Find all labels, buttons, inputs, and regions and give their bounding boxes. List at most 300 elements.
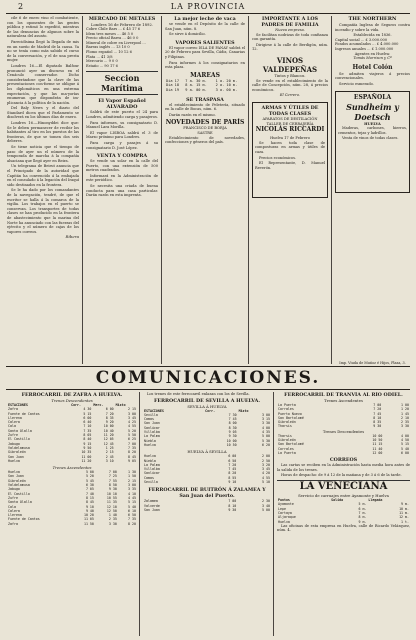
- table-cell: 3 00: [262, 412, 270, 417]
- table-cell: San Juan: [144, 507, 160, 512]
- section-rule: [6, 366, 410, 367]
- notice-line: se vende en el Depósito de la calle de San Juan, núm. 8.: [165, 22, 245, 31]
- table-cell: 1 00: [401, 403, 409, 407]
- table-cell: 6 00: [228, 454, 237, 459]
- table-cell: 10 35: [81, 450, 92, 455]
- table-header-cell: Corr.: [71, 403, 82, 407]
- table-cell: 3 35: [128, 487, 136, 492]
- table-cell: 9 10: [228, 480, 237, 485]
- table-cell: 11 20: [81, 458, 92, 463]
- timetable: [7, 403, 137, 463]
- table-cell: Jabugo: [8, 441, 20, 446]
- table-cell: 6 m.: [358, 506, 367, 511]
- news-paragraph: Londres 16.—Hinonyddei dice que: Se le deben permanecer de recibir los habitantes al tiro en los puestos de las fronteras, de que se tomen dos seis deberes.: [7, 121, 79, 144]
- table-cell: 5 00: [85, 470, 94, 475]
- table-cell: 4 50: [401, 438, 409, 443]
- table-cell: 9 30: [228, 507, 237, 512]
- table-cell: 7 45: [228, 467, 237, 472]
- table-cell: 11 50: [83, 521, 94, 526]
- table-header-cell: Merc.: [93, 403, 104, 407]
- table-cell: 7 35: [83, 428, 92, 433]
- table-cell: 4 55: [262, 475, 270, 480]
- table-cell: La Palma: [144, 434, 160, 439]
- table-cell: Puerto Nuevo: [278, 411, 302, 416]
- table-cell: 5 00: [262, 507, 270, 512]
- column-divider: [248, 16, 249, 364]
- table-cell: San Juan: [144, 421, 160, 426]
- notice-line: el establecimiento de Peletería, situado en la calle de Bocas, núm. 6.: [165, 102, 245, 112]
- table-header-cell: Salida: [331, 498, 344, 503]
- table-cell: Villalba: [144, 430, 160, 435]
- table-row: [7, 459, 137, 463]
- table-cell: Dia 18: [166, 83, 179, 88]
- table-cell: 4 10: [128, 491, 136, 496]
- table-cell: 6 10: [128, 508, 136, 513]
- table-cell: 4 55: [128, 424, 136, 429]
- table-cell: 9 15: [83, 441, 92, 446]
- ad-line: Ingresos anuales ... £ 1.000.000: [335, 46, 394, 51]
- ad-box: [335, 91, 410, 193]
- table-cell: 2 45: [105, 454, 114, 459]
- table-cell: 1 t.: [401, 519, 409, 524]
- table-cell: La Puerta: [278, 450, 296, 455]
- table-cell: 8 35: [373, 420, 382, 425]
- notice-line: FRANCISCO DE BORJA: [183, 126, 227, 131]
- notice-line: SASTRE: [197, 130, 213, 135]
- table-cell: 8 10: [228, 503, 237, 508]
- notice-title: VAPORES SALIENTES: [175, 39, 235, 46]
- table-cell: 5 15: [128, 500, 136, 505]
- table-cell: 10 55: [106, 495, 117, 500]
- railway-note: Los trenes de este ferrocarril enlazan con los de Sevilla.: [147, 392, 250, 396]
- table-cell: 6 25: [128, 437, 136, 442]
- table-cell: 6 50: [228, 458, 237, 463]
- table-cell: 6 50: [128, 513, 136, 518]
- veneciana-note: Las oficinas de esta empresa en Huelva, calle de Ricardo Velázquez, núm. 4.: [277, 523, 410, 533]
- table-cell: Zafra: [8, 407, 18, 412]
- ad-title: ARMAS Y ÚTILES DE TODAS CLASES: [261, 104, 319, 117]
- table-cell: 8 m.: [358, 515, 367, 520]
- sale-line: Informará en la Administración de este periódico.: [86, 173, 158, 183]
- table-cell: 5 00: [262, 434, 270, 439]
- table-cell: 7 30: [228, 412, 237, 417]
- table-cell: Huelva: [8, 458, 20, 463]
- table-cell: Sevilla: [144, 412, 158, 417]
- table-cell: El Castillo: [8, 437, 30, 442]
- table-cell: 7 10: [83, 424, 92, 429]
- table-row: [143, 443, 271, 447]
- table-cell: Niebla: [144, 458, 156, 463]
- ad-line: TALLER DE CERRAJERÍA: [266, 121, 314, 126]
- table-cell: 10 00: [103, 424, 114, 429]
- table-cell: 9 a. 00 m.: [185, 87, 207, 92]
- table-cell: 9 40: [85, 508, 94, 513]
- market-line: Mineral de cobre en Liverpool ...: [86, 40, 146, 45]
- notice-title: La mejor leche de vaca: [174, 16, 236, 22]
- table-cell: 11 00: [81, 454, 92, 459]
- railway-title: FERROCARRIL DE TRANVÍA AL RÍO ODIEL.: [284, 392, 403, 398]
- railway-sevilla: [143, 392, 271, 636]
- table-cell: 8 50: [108, 483, 117, 488]
- table-cell: San Juan: [8, 474, 24, 479]
- table-cell: 9 30: [373, 424, 382, 429]
- table-cell: 5 10: [262, 480, 270, 485]
- table-cell: 2 10: [401, 415, 409, 420]
- table-cell: Lepe: [278, 506, 286, 511]
- table-cell: Santa Olalla: [8, 500, 32, 505]
- table-cell: 5 15: [83, 411, 92, 416]
- tides-table: [165, 79, 245, 93]
- table-cell: Huelva: [144, 442, 156, 447]
- market-line: Barras inglés ... 13 10 0: [86, 45, 130, 50]
- table-cell: 10 20: [83, 513, 94, 518]
- table-cell: 11 m.: [399, 510, 409, 515]
- table-cell: Gibraleón: [278, 420, 296, 425]
- ad-line: Agentes en Huelva:: [354, 51, 391, 56]
- table-cell: 8 00: [228, 421, 237, 426]
- table-cell: Zalamea: [144, 499, 158, 504]
- market-line: Cobre Chile Bars ... £ 45 17 6: [86, 27, 141, 31]
- ad-line: Servicio esmerado.: [339, 81, 374, 86]
- column-notices: [165, 16, 245, 362]
- table-cell: 5 40: [128, 504, 136, 509]
- table-cell: 9 10: [85, 504, 94, 509]
- table-cell: 2 50: [262, 458, 270, 463]
- table-cell: Corrales: [278, 407, 294, 412]
- ad-line: Precios económicos.: [259, 155, 297, 160]
- table-cell: 7 00: [228, 499, 237, 504]
- table-cell: 5 15: [401, 442, 409, 447]
- timetable: [277, 403, 410, 429]
- header-rule: [6, 13, 410, 14]
- ad-line: Dirigirse á la calle de Berdigón, núm. 12.: [252, 42, 328, 52]
- table-cell: 4 30: [83, 407, 92, 412]
- table-cell: 12 m.: [399, 515, 409, 520]
- table-cell: 5 50: [128, 433, 136, 438]
- table-cell: 3 10: [105, 458, 114, 463]
- sale-line: Se necesita una criada de buena conducta para una casa particular. Darán razón en esta imprenta.: [86, 184, 158, 198]
- table-cell: 3 00: [128, 411, 136, 416]
- market-line: Idem tres meses ... 46 5 0: [86, 31, 134, 36]
- table-cell: 7 a. 30 m.: [185, 78, 207, 83]
- table-cell: Fuente de Cantos: [8, 411, 40, 416]
- table-cell: 2 35: [401, 420, 409, 425]
- table-cell: La Puerta: [278, 403, 296, 407]
- table-cell: 1 30: [128, 470, 136, 475]
- table-cell: 7 45: [228, 417, 237, 422]
- ad-title: Hotel Colón: [352, 63, 393, 71]
- table-cell: San Juan: [8, 454, 24, 459]
- ad-box: [252, 102, 328, 198]
- ad-line: Fondos acumulados ... £ 4.000.000: [335, 42, 399, 47]
- ad-line: APARATOS DE DESTILACIÓN: [262, 116, 318, 121]
- table-cell: 7 20: [228, 462, 237, 467]
- table-cell: 6 00: [401, 450, 409, 455]
- table-cell: Zafra: [8, 521, 18, 526]
- table-cell: 8 20: [228, 471, 237, 476]
- table-cell: 8 10: [373, 415, 382, 420]
- railway-note: Las cartas se reciben en la Administración hasta media hora antes de la salida de los trenes.: [277, 463, 410, 472]
- table-cell: Valverde: [144, 503, 160, 508]
- table-header-cell: ESTACIONES: [8, 403, 28, 407]
- table-row: [143, 508, 271, 512]
- printer-credit: Imp. Viuda de Muñoz é Hijos, Plaza, 3.: [339, 361, 406, 366]
- market-line: Estaño ... 90 17 6: [86, 63, 118, 68]
- table-row: [165, 88, 245, 93]
- railway-subtitle: HUELVA Á SEVILLA: [187, 449, 227, 455]
- table-cell: 4 35: [262, 430, 270, 435]
- ad-line: Tintos y Blancos.: [274, 73, 306, 78]
- table-cell: Sevilla: [144, 480, 158, 485]
- table-cell: Sanlúcar: [144, 471, 160, 476]
- table-cell: 10 m.: [399, 506, 409, 511]
- maritime-line: Para carga y pasajes á su consignatario D. José López.: [86, 140, 158, 150]
- ad-line: Se admiten viajeros á precios convencionales.: [335, 71, 410, 81]
- table-cell: 1 a. 20 m.: [215, 78, 238, 83]
- market-line: Plomo español ... 10 12 6: [86, 49, 132, 54]
- table-cell: Llerena: [8, 415, 22, 420]
- notice-line: El vapor correo ISLA DE PANAY saldrá el 20 de Febrero para Sevilla, Cádiz, Canarias y Filipinas.: [165, 45, 245, 59]
- table-cell: 1 40: [108, 513, 117, 518]
- table-cell: 6 20: [262, 442, 270, 447]
- table-row: [277, 451, 410, 455]
- market-line: Precio oficial Barra ... 46 0 0: [86, 36, 139, 41]
- table-cell: 10 50: [372, 438, 383, 443]
- table-cell: 3 30: [401, 424, 409, 429]
- table-cell: 4 00: [401, 433, 409, 438]
- table-cell: Dia 17: [166, 78, 179, 83]
- railway-note: Horas de despacho: de 9 á 12 de la mañana y de 3 á 6 de la tarde.: [281, 473, 402, 478]
- table-cell: 12 00: [372, 450, 383, 455]
- ad-line: NICOLÁS RICCARDI: [255, 126, 325, 134]
- table-cell: 5 20: [128, 428, 136, 433]
- veneciana-title: LA VENECIANA: [299, 481, 388, 493]
- table-cell: 10 00: [226, 438, 237, 443]
- table-cell: Huelva: [8, 470, 20, 475]
- table-cell: Calera: [8, 420, 20, 425]
- table-cell: Gibraleón: [8, 478, 26, 483]
- table-row: [7, 522, 137, 526]
- table-cell: 6 00: [83, 415, 92, 420]
- column-divider: [273, 392, 274, 636]
- market-line: Plata ... 41 3/8: [86, 54, 113, 59]
- table-cell: 2 15: [105, 450, 114, 455]
- timetable: [143, 409, 271, 448]
- table-cell: 3 40: [262, 503, 270, 508]
- table-cell: 3 15: [262, 417, 270, 422]
- sale-line: Se vende un solar en la calle del Puerto, con una extensión de 500 metros cuadrados.: [86, 159, 158, 173]
- table-header-cell: Mixto: [238, 408, 249, 413]
- table-cell: Corrales: [278, 446, 294, 451]
- maritime-title: Seccion Marítima: [101, 73, 143, 94]
- table-cell: Tharsis: [278, 433, 292, 438]
- table-header-cell: Puntos: [278, 498, 290, 503]
- table-cell: 7 45: [373, 411, 382, 416]
- maritime-line: Para informes, su consignatario D. Manuel Lara Morilla.: [86, 120, 158, 130]
- table-header-cell: ESTACIONES: [144, 408, 164, 413]
- notice-line: Para informes á los consignatarios en esta plaza.: [165, 60, 245, 70]
- ad-title: ESPAÑOLA: [353, 93, 392, 101]
- table-cell: 4 00: [262, 425, 270, 430]
- table-cell: 3 00: [128, 483, 136, 488]
- timetable: [7, 470, 137, 526]
- ad-title: Huelva 17 de Febrero: [270, 136, 310, 141]
- ad-line: HUELVA: [364, 121, 381, 126]
- table-cell: 7 m.: [358, 510, 367, 515]
- ad-line: Maderas, carbones, hierros, cementos, tejas y ladrillos.: [338, 126, 407, 135]
- market-subtitle: Londres 16 de Febrero de 1892.: [90, 22, 154, 27]
- table-cell: Santa Olalla: [8, 428, 32, 433]
- sale-title: VENTA Y COMPRA: [96, 153, 148, 160]
- timetable: [277, 434, 410, 455]
- table-cell: 7 25: [108, 474, 117, 479]
- column-divider: [139, 392, 140, 636]
- ad-line: Tomás Morrison y Cª: [353, 56, 392, 61]
- news-paragraph: Se le ha dado por los comandantes de la navegación, tendré, de que el escritor se halla á la comarca de la vigilia. Los trabajos en el puerto se conservan. Los transportes de todas clases se han producido en la frontera de abastecimiento que la marina del Norte ha anunciado con las fuerzas del ejército y el número de cajas de los vapores correos.: [7, 188, 79, 234]
- table-cell: 11 05: [83, 517, 94, 522]
- table-cell: Gibraleón: [8, 450, 26, 455]
- table-cell: 7 35: [128, 445, 136, 450]
- table-row: [143, 480, 271, 484]
- table-cell: 5 40: [401, 446, 409, 451]
- notice-title: SE TRASPASA: [186, 96, 224, 103]
- table-cell: 7 20: [373, 407, 382, 412]
- table-cell: 7 20: [105, 411, 114, 416]
- table-cell: Aljaraque: [278, 515, 296, 520]
- table-cell: Valdelamusa: [8, 483, 30, 488]
- table-cell: San Bartolomé: [278, 415, 304, 420]
- ad-title: THE NORTHERN: [348, 16, 397, 22]
- ad-line: Venta de vinos de todas clases.: [342, 136, 399, 141]
- ad-line: Establecida en 1836.: [353, 33, 392, 38]
- notice-line: Darán razón en el mismo.: [169, 112, 216, 117]
- market-title: MERCADO DE METALES: [88, 16, 156, 22]
- table-cell: Zufre: [8, 433, 18, 438]
- table-cell: 11 35: [106, 500, 117, 505]
- timetable: [143, 454, 271, 484]
- table-cell: 7 35: [128, 517, 136, 522]
- column-news: [7, 16, 79, 362]
- railway-subtitle: SEVILLA Á HUELVA: [187, 403, 227, 409]
- table-cell: 2 30: [262, 499, 270, 504]
- table-cell: 7 00: [108, 470, 117, 475]
- maritime-line: El vapor LISBOA saldrá el 3 de Marzo próximo para Londres.: [86, 130, 158, 140]
- newspaper-title: LA PROVINCIA: [170, 2, 246, 11]
- table-cell: Sanlúcar: [144, 425, 160, 430]
- table-header-cell: Llegada: [368, 498, 383, 503]
- table-cell: 9 m.: [358, 519, 367, 524]
- page-number: 2: [18, 2, 24, 11]
- railway-subtitle: Trenes Ascendentes: [52, 465, 92, 471]
- news-paragraph: Un telegrama de Beirut anuncia que el Principado de la autoridad que Capitán ha convencido á la embajada en el consulado á la legación del Iraquí sido destinados en la frontera.: [7, 164, 79, 187]
- table-cell: 8 45: [128, 454, 136, 459]
- maritime-line: El Vapor Español ALVARADO: [98, 98, 146, 111]
- table-cell: Cala: [8, 504, 16, 509]
- table-cell: 5 30: [262, 438, 270, 443]
- railway-subtitle: Trenes Descendentes: [51, 398, 93, 403]
- table-cell: Niebla: [144, 438, 156, 443]
- table-cell: 6 30: [85, 483, 94, 488]
- railway-subtitle: Trenes Ascendentes: [324, 398, 363, 403]
- table-cell: Camas: [144, 417, 154, 422]
- table-cell: 7 00: [373, 403, 382, 407]
- table-cell: Zufre: [8, 495, 18, 500]
- news-paragraph: Parecidísima llegó la llegada de mis en un sueño de Madrid de la causa. Ya no se tenía como más sabido el curso de la conversación, y el de una presta mujer.: [7, 39, 79, 63]
- table-header-row: [7, 403, 137, 407]
- table-cell: 10 00: [372, 433, 383, 438]
- ad-line: Capital social ... £ 3.000.000: [335, 37, 388, 42]
- column-divider: [161, 16, 162, 364]
- table-cell: 11 20: [103, 433, 114, 438]
- table-cell: 9 30: [108, 487, 117, 492]
- table-cell: 8 35: [105, 415, 114, 420]
- table-cell: 7 55: [108, 478, 117, 483]
- table-header-cell: Corr.: [205, 408, 216, 413]
- railway-zafra: [7, 392, 137, 636]
- table-cell: 4 45: [128, 495, 136, 500]
- table-cell: Jabugo: [8, 487, 20, 492]
- railway-subtitle: Trenes Descendentes: [322, 428, 365, 434]
- tides-title: MAREAS: [190, 71, 220, 79]
- table-cell: 7 05: [85, 487, 94, 492]
- table-cell: Huelva: [144, 454, 156, 459]
- ad-line: El Representante, D. Manuel Reverón.: [255, 161, 325, 170]
- railway-title: FERROCARRIL DE ZAFRA A HUELVA.: [21, 392, 123, 398]
- table-cell: 1 50: [128, 474, 136, 479]
- ad-line: Se facilitan nodrizas de toda confianza con garantía.: [252, 32, 328, 42]
- table-cell: 8 40: [83, 437, 92, 442]
- section-title: COMUNICACIONES.: [95, 368, 321, 388]
- table-cell: 5 20: [85, 474, 94, 479]
- ad-title: Sundheim y Doetsch: [346, 101, 399, 122]
- table-cell: 7 40: [85, 491, 94, 496]
- column-company: [335, 16, 410, 366]
- column-market: [86, 16, 158, 362]
- notice-line: Se sirve á domicilio.: [169, 32, 206, 37]
- table-cell: 3 30: [108, 521, 117, 526]
- table-cell: 8 05: [83, 433, 92, 438]
- railway-title: CORREOS: [329, 457, 358, 464]
- news-paragraph: Del Baly News y el diario del Standard dicen que el Parlamento se disolverá en los últimos días de enero.: [7, 106, 79, 120]
- table-cell: Gibraleón: [278, 438, 296, 443]
- table-cell: 9 30: [228, 434, 237, 439]
- table-cell: 1 25: [105, 445, 114, 450]
- table-cell: Fuente de Cantos: [8, 517, 40, 522]
- table-cell: 2 a. 10 m.: [215, 83, 238, 88]
- table-cell: El Castillo: [8, 491, 30, 496]
- notice-title: NOVEDADES DE PARÍS: [165, 119, 245, 127]
- table-cell: Ayamonte: [278, 502, 294, 507]
- table-cell: Cala: [8, 424, 16, 429]
- table-header-cell: Mixto: [115, 403, 126, 407]
- table-cell: 10 40: [103, 428, 114, 433]
- table-cell: 8 20: [128, 450, 136, 455]
- ad-line: Nueva empresa.: [275, 28, 305, 32]
- ad-line: El Cerrero.: [279, 93, 301, 98]
- ad-title: VINOS VALDEPEÑAS: [262, 55, 318, 74]
- ad-line: Se vende en el establecimiento de la calle de Concepción, núm. 28, á precios económicos.: [252, 78, 328, 92]
- table-cell: 9 m.: [401, 502, 409, 507]
- maritime-line: Saldrá de este puerto el 24 para Londres, admitiendo carga y pasajeros.: [86, 110, 158, 119]
- table-cell: 5 45: [85, 478, 94, 483]
- table-cell: Huelva: [278, 519, 290, 524]
- table-cell: 9 05: [128, 458, 136, 463]
- table-cell: 11 40: [372, 446, 383, 451]
- table-cell: 12 50: [106, 508, 117, 513]
- market-line: Mercurio ... 9 0 0: [86, 59, 118, 64]
- table-cell: 2 15: [128, 478, 136, 483]
- table-cell: Tharsis: [278, 424, 292, 429]
